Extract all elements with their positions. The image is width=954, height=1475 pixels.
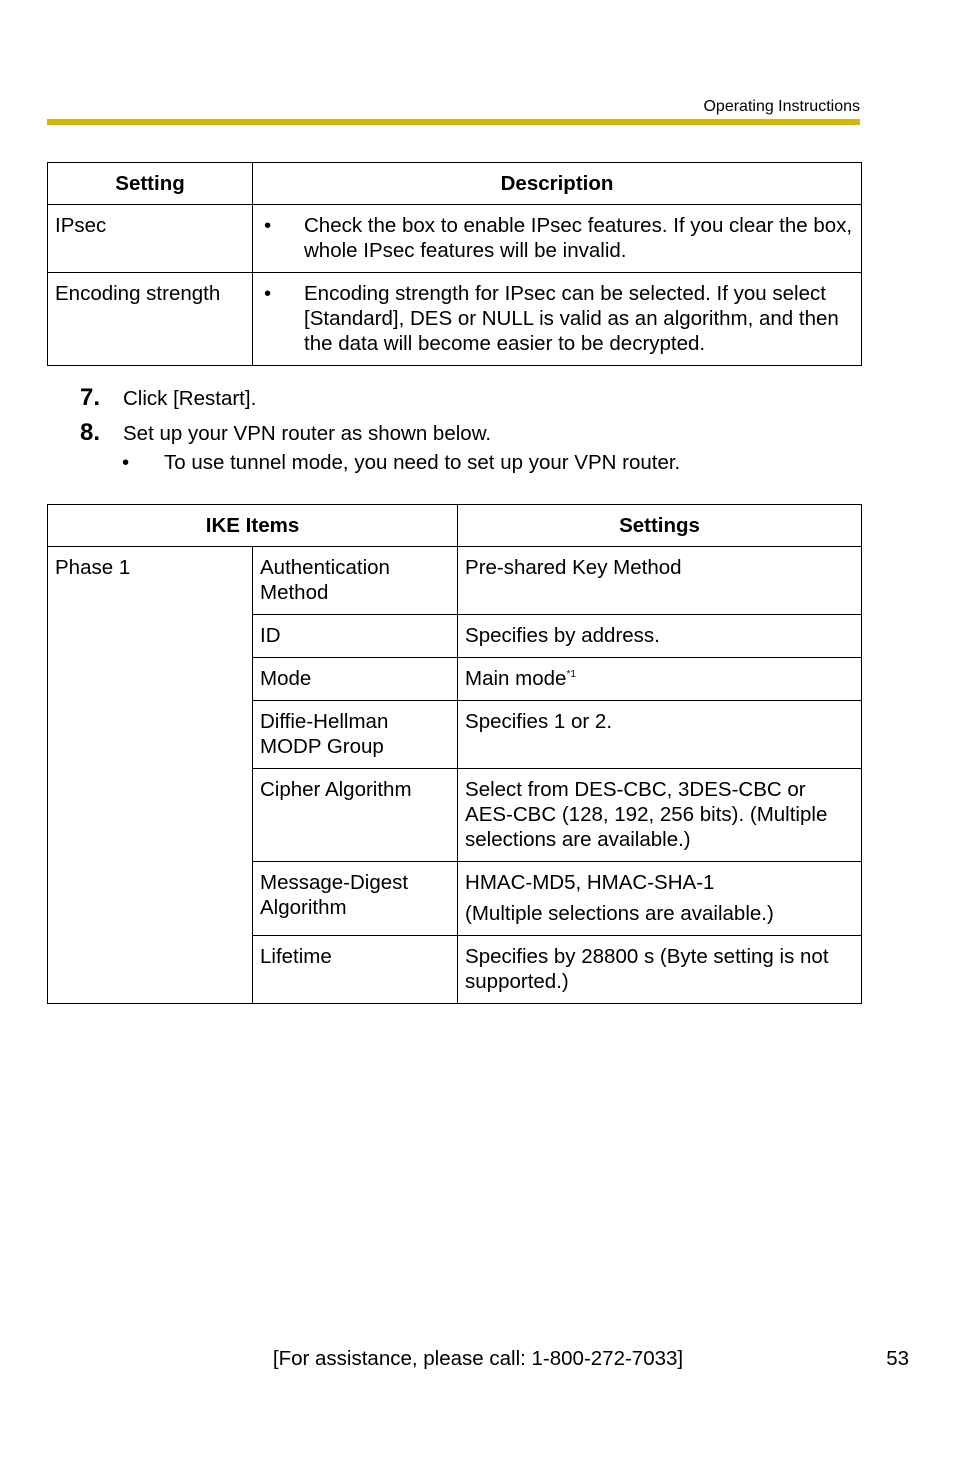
assistance-footer [0, 1347, 954, 1371]
bullet-icon: • [122, 451, 130, 474]
ike-item: Lifetime [253, 936, 458, 1004]
step-number: 8. [80, 419, 101, 446]
bullet-icon: • [264, 214, 272, 237]
assistance-text: [For assistance, please call: 1-800-272-7033] [272, 1347, 684, 1370]
ike-item: ID [253, 615, 458, 658]
ike-item: Cipher Algorithm [253, 769, 458, 862]
ike-setting-cell [458, 862, 862, 936]
ike-item: Diffie-Hellman MODP Group [253, 701, 458, 769]
ike-item: Mode [253, 658, 458, 701]
setting-description: Encoding strength for IPsec can be selected. If you select [Standard], DES or NULL is valid as an algorithm, and then the data will become easier to be decrypted. [304, 282, 839, 355]
setting-description-cell [253, 273, 862, 366]
setting-name: Encoding strength [48, 273, 253, 366]
step-item [80, 384, 860, 419]
setting-name: IPsec [48, 205, 253, 273]
running-header: Operating Instructions [703, 98, 860, 115]
ike-setting-cell [458, 658, 862, 701]
phase-label: Phase 1 [48, 547, 253, 1004]
ike-setting: Specifies 1 or 2. [458, 701, 862, 769]
step-text: Click [Restart]. [123, 387, 257, 410]
ike-item: Authentication Method [253, 547, 458, 615]
settings-table [47, 162, 862, 366]
table-row [48, 547, 862, 615]
setting-description-cell [253, 205, 862, 273]
column-header-settings: Settings [458, 505, 862, 547]
table-row [48, 205, 862, 273]
step-number: 7. [80, 384, 101, 411]
step-note-text: To use tunnel mode, you need to set up your VPN router. [164, 451, 681, 474]
ike-setting: Pre-shared Key Method [458, 547, 862, 615]
table-row [48, 273, 862, 366]
footnote-marker: *1 [566, 669, 576, 681]
column-header-description: Description [253, 163, 862, 205]
step-item [80, 419, 860, 454]
ike-table [47, 504, 862, 1004]
table-header-row [48, 163, 862, 205]
column-header-setting: Setting [48, 163, 253, 205]
bullet-icon: • [264, 282, 272, 305]
ike-setting: Main mode [465, 667, 567, 690]
page-number: 53 [886, 1347, 909, 1370]
ike-setting: Select from DES-CBC, 3DES-CBC or AES-CBC (128, 192, 256 bits). (Multiple selections are available.) [458, 769, 862, 862]
ike-setting: Specifies by 28800 s (Byte setting is not supported.) [458, 936, 862, 1004]
ike-item: Message-Digest Algorithm [253, 862, 458, 936]
ike-setting: HMAC-MD5, HMAC-SHA-1 [465, 871, 715, 894]
header-rule [47, 119, 860, 125]
setting-description: Check the box to enable IPsec features. If you clear the box, whole IPsec features will be invalid. [304, 214, 853, 262]
step-list [80, 384, 860, 475]
column-header-ike-items: IKE Items [48, 505, 458, 547]
ike-setting: Specifies by address. [458, 615, 862, 658]
ike-setting-extra: (Multiple selections are available.) [465, 902, 774, 925]
step-text: Set up your VPN router as shown below. [123, 422, 492, 445]
table-header-row [48, 505, 862, 547]
step-note [122, 451, 860, 475]
